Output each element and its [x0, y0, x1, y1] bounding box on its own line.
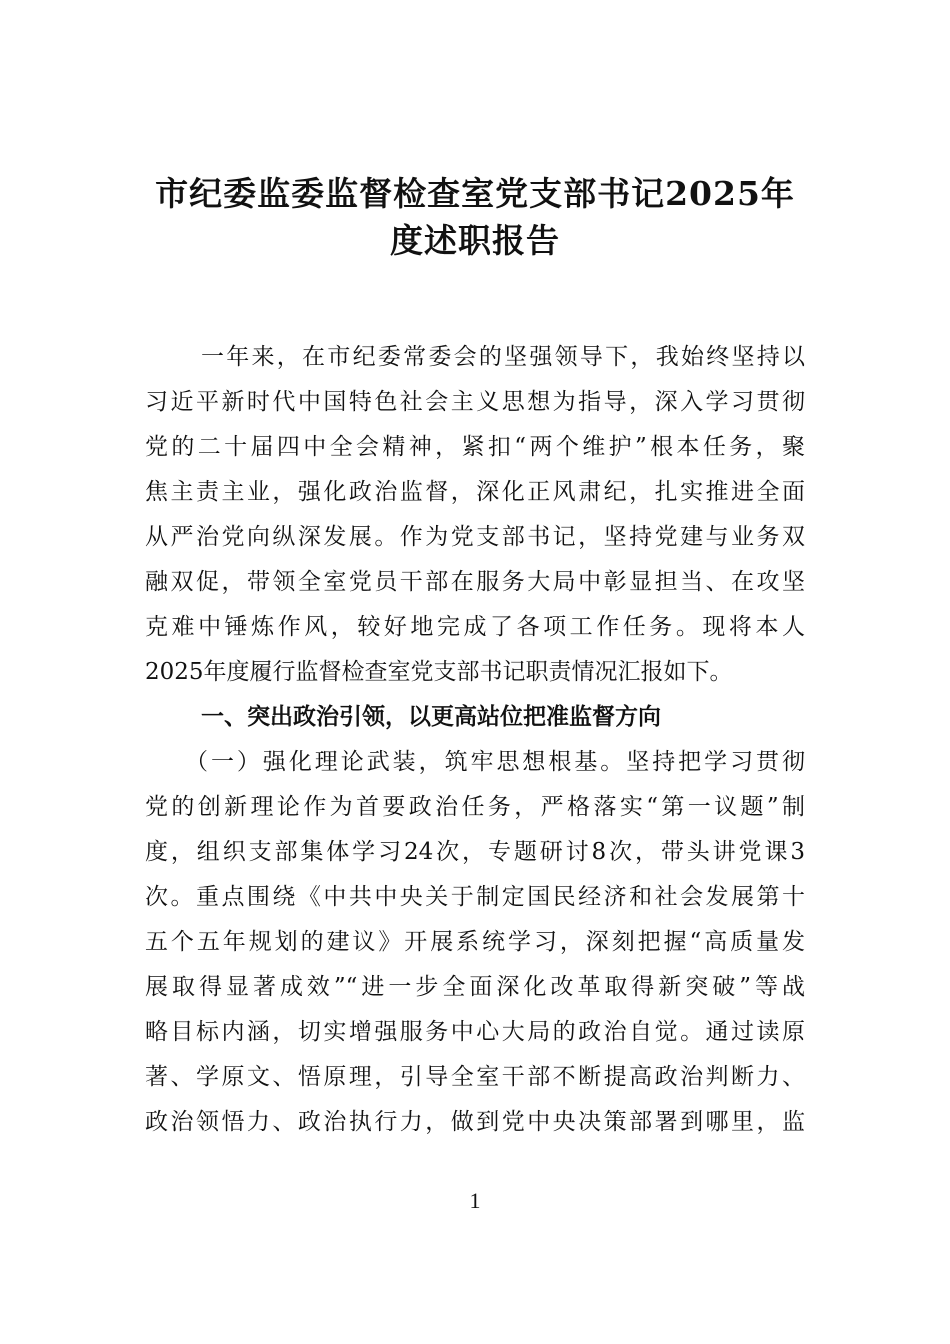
intro-line: 焦主责主业，强化政治监督，深化正风肃纪，扎实推进全面 — [145, 479, 805, 505]
document-title-line-1: 市纪委监委监督检查室党支部书记2025年 — [155, 174, 795, 213]
intro-line: 克难中锤炼作风，较好地完成了各项工作任务。现将本人 — [145, 614, 805, 640]
section-line: 次。重点围绕《中共中央关于制定国民经济和社会发展第十 — [145, 884, 805, 910]
section-heading: 一、突出政治引领，以更高站位把准监督方向 — [201, 704, 661, 730]
section-line: 政治领悟力、政治执行力，做到党中央决策部署到哪里，监 — [145, 1109, 805, 1135]
section-line: （一）强化理论武装，筑牢思想根基。坚持把学习贯彻 — [185, 749, 805, 775]
section-line: 度，组织支部集体学习24次，专题研讨8次，带头讲党课3 — [145, 839, 805, 865]
section-line: 展取得显著成效”“进一步全面深化改革取得新突破”等战 — [145, 974, 805, 1000]
intro-line: 党的二十届四中全会精神，紧扣“两个维护”根本任务，聚 — [145, 434, 805, 460]
intro-line: 2025年度履行监督检查室党支部书记职责情况汇报如下。 — [145, 659, 733, 685]
section-line: 五个五年规划的建议》开展系统学习，深刻把握“高质量发 — [145, 929, 805, 955]
document-body — [145, 335, 805, 1145]
intro-line: 一年来，在市纪委常委会的坚强领导下，我始终坚持以 — [201, 344, 805, 370]
section-line: 著、学原文、悟原理，引导全室干部不断提高政治判断力、 — [145, 1064, 805, 1090]
intro-line: 从严治党向纵深发展。作为党支部书记，坚持党建与业务双 — [145, 524, 805, 550]
section-line: 略目标内涵，切实增强服务中心大局的政治自觉。通过读原 — [145, 1019, 805, 1045]
document-title-line-2: 度述职报告 — [390, 221, 560, 260]
intro-line: 习近平新时代中国特色社会主义思想为指导，深入学习贯彻 — [145, 389, 805, 415]
intro-line: 融双促，带领全室党员干部在服务大局中彰显担当、在攻坚 — [145, 569, 805, 595]
page-number: 1 — [469, 1188, 481, 1213]
section-line: 党的创新理论作为首要政治任务，严格落实“第一议题”制 — [145, 794, 805, 820]
